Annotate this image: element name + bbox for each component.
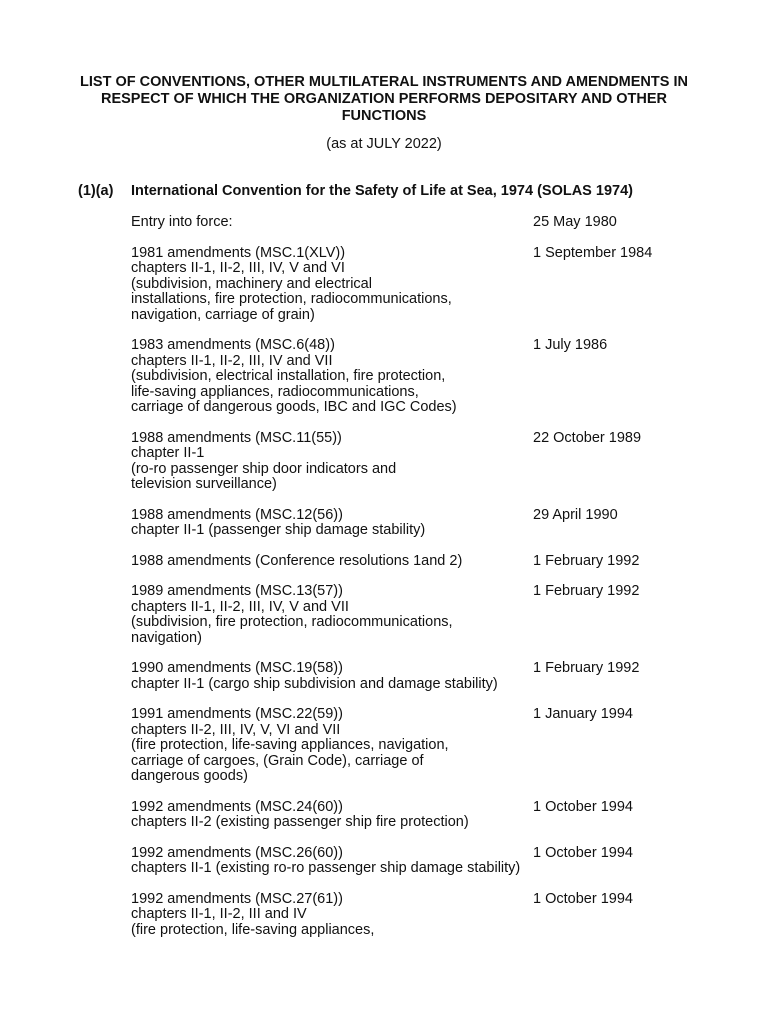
entry-line: navigation) — [131, 629, 202, 646]
entry-line: life-saving appliances, radiocommunications, — [131, 383, 419, 400]
entry-date: 25 May 1980 — [533, 214, 617, 230]
entry-date: 1 September 1984 — [533, 244, 653, 261]
entry-line: 1989 amendments (MSC.13(57)) — [131, 583, 343, 599]
entry-line: (fire protection, life-saving appliances, — [131, 921, 375, 938]
section-number: (1)(a) — [78, 183, 114, 199]
entry-line: chapters II-1, II-2, III, IV, V and VI — [131, 260, 345, 276]
entry-line: 1988 amendments (MSC.11(55)) — [131, 429, 342, 446]
amendment-entry — [131, 246, 731, 324]
entry-line: 1990 amendments (MSC.19(58)) — [131, 660, 343, 676]
entry-date: 1 February 1992 — [533, 660, 640, 676]
entry-description — [131, 800, 731, 831]
entry-line: chapters II-1 (existing ro-ro passenger ship damage stability) — [131, 860, 521, 876]
amendment-list — [131, 215, 731, 938]
entry-line: chapters II-1, II-2, III and IV — [131, 906, 307, 922]
entry-description — [131, 892, 731, 939]
entry-description — [131, 215, 731, 231]
amendment-entry — [131, 338, 731, 416]
entry-description — [131, 508, 731, 539]
entry-description — [131, 584, 731, 646]
entry-line: chapter II-1 (passenger ship damage stability) — [131, 522, 426, 538]
entry-line: (subdivision, electrical installation, fire protection, — [131, 368, 446, 384]
entry-date: 22 October 1989 — [533, 429, 642, 446]
entry-line: 1992 amendments (MSC.24(60)) — [131, 798, 343, 815]
amendment-entry — [131, 508, 731, 539]
entry-line: dangerous goods) — [131, 768, 248, 784]
entry-line: 1988 amendments (MSC.12(56)) — [131, 506, 343, 523]
amendment-entry — [131, 584, 731, 646]
title-line-2: RESPECT OF WHICH THE ORGANIZATION PERFORMS DEPOSITARY AND OTHER — [100, 91, 668, 107]
amendment-entry — [131, 707, 731, 785]
entry-line: 1991 amendments (MSC.22(59)) — [131, 706, 343, 722]
entry-line: chapter II-1 — [131, 445, 205, 461]
entry-line: 1992 amendments (MSC.27(61)) — [131, 890, 343, 907]
entry-line: chapters II-1, II-2, III, IV, V and VII — [131, 598, 349, 615]
entry-date: 1 October 1994 — [533, 798, 633, 815]
amendment-entry — [131, 554, 731, 570]
entry-date: 1 July 1986 — [533, 337, 608, 353]
document-title — [60, 74, 708, 125]
entry-date: 1 January 1994 — [533, 706, 633, 722]
title-line-1: LIST OF CONVENTIONS, OTHER MULTILATERAL INSTRUMENTS AND AMENDMENTS IN — [80, 74, 688, 90]
amendment-entry — [131, 431, 731, 493]
entry-into-force-row — [131, 215, 731, 231]
entry-line: Entry into force: — [131, 214, 233, 230]
amendment-entry — [131, 892, 731, 939]
entry-description — [131, 554, 731, 570]
entry-line: installations, fire protection, radiocommunications, — [131, 291, 452, 307]
entry-line: navigation, carriage of grain) — [131, 306, 315, 323]
amendment-entry — [131, 661, 731, 692]
entry-line: carriage of dangerous goods, IBC and IGC Codes) — [131, 399, 457, 415]
entry-date: 1 February 1992 — [533, 583, 640, 599]
entry-date: 1 February 1992 — [533, 552, 640, 569]
entry-line: (subdivision, fire protection, radiocommunications, — [131, 614, 453, 630]
amendment-entry — [131, 846, 731, 877]
entry-line: television surveillance) — [131, 476, 277, 492]
entry-line: 1981 amendments (MSC.1(XLV)) — [131, 244, 346, 261]
entry-date: 1 October 1994 — [533, 844, 633, 861]
entry-line: chapters II-2 (existing passenger ship fire protection) — [131, 814, 469, 830]
entry-line: chapters II-1, II-2, III, IV and VII — [131, 352, 333, 369]
as-at-date: (as at JULY 2022) — [326, 136, 442, 152]
title-line-3: FUNCTIONS — [341, 108, 427, 124]
entry-line: (fire protection, life-saving appliances, navigation, — [131, 737, 449, 753]
entry-line: chapters II-2, III, IV, V, VI and VII — [131, 721, 341, 738]
entry-line: 1992 amendments (MSC.26(60)) — [131, 844, 343, 861]
entry-description — [131, 707, 731, 785]
entry-date: 1 October 1994 — [533, 890, 633, 907]
amendment-entry — [131, 800, 731, 831]
entry-line: (subdivision, machinery and electrical — [131, 275, 372, 292]
entry-description — [131, 661, 731, 692]
entry-description — [131, 338, 731, 416]
entry-line: 1983 amendments (MSC.6(48)) — [131, 337, 335, 353]
entry-line: 1988 amendments (Conference resolutions 1and 2) — [131, 552, 463, 569]
entry-line: carriage of cargoes, (Grain Code), carriage of — [131, 752, 424, 769]
section-heading — [78, 183, 633, 200]
entry-description — [131, 846, 731, 877]
section-title: International Convention for the Safety of Life at Sea, 1974 (SOLAS 1974) — [131, 183, 633, 199]
entry-date: 29 April 1990 — [533, 506, 618, 523]
entry-line: chapter II-1 (cargo ship subdivision and damage stability) — [131, 675, 498, 692]
entry-line: (ro-ro passenger ship door indicators and — [131, 460, 397, 477]
